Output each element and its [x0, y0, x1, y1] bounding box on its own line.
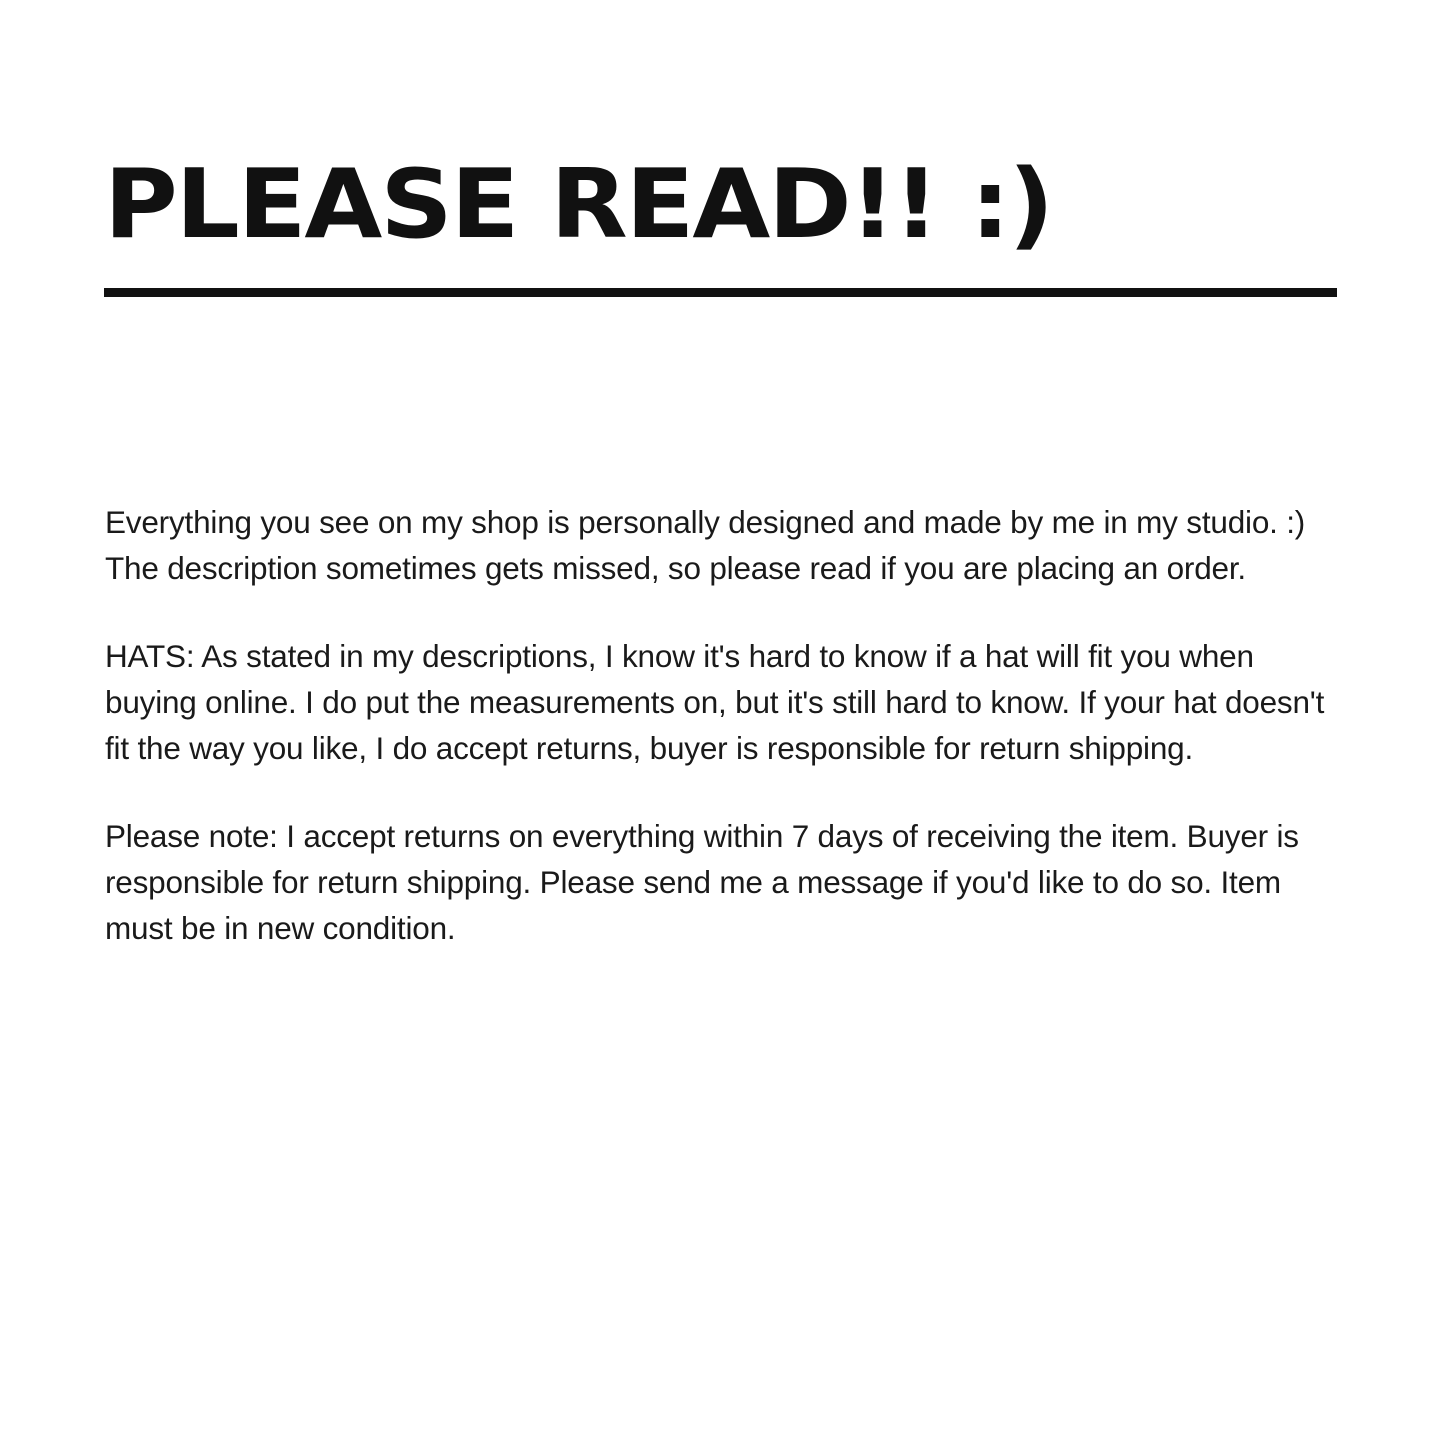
- page-title: PLEASE READ!! :): [104, 150, 1053, 260]
- paragraph-hats: HATS: As stated in my descriptions, I know it's hard to know if a hat will fit you when buying online. I do put the measurements on, but it's still hard to know. If your hat doesn't fit the way you like, I do accept returns, buyer is responsible for return shipping.: [105, 638, 1325, 766]
- title-divider: [104, 288, 1337, 297]
- paragraph-intro: Everything you see on my shop is personally designed and made by me in my studio. :) The description sometimes gets missed, so please read if you are placing an order.: [105, 504, 1306, 586]
- body-content: [105, 500, 1345, 951]
- paragraph-returns: Please note: I accept returns on everything within 7 days of receiving the item. Buyer is responsible for return shipping. Please send me a message if you'd like to do so. Item must be in new condition.: [105, 818, 1299, 946]
